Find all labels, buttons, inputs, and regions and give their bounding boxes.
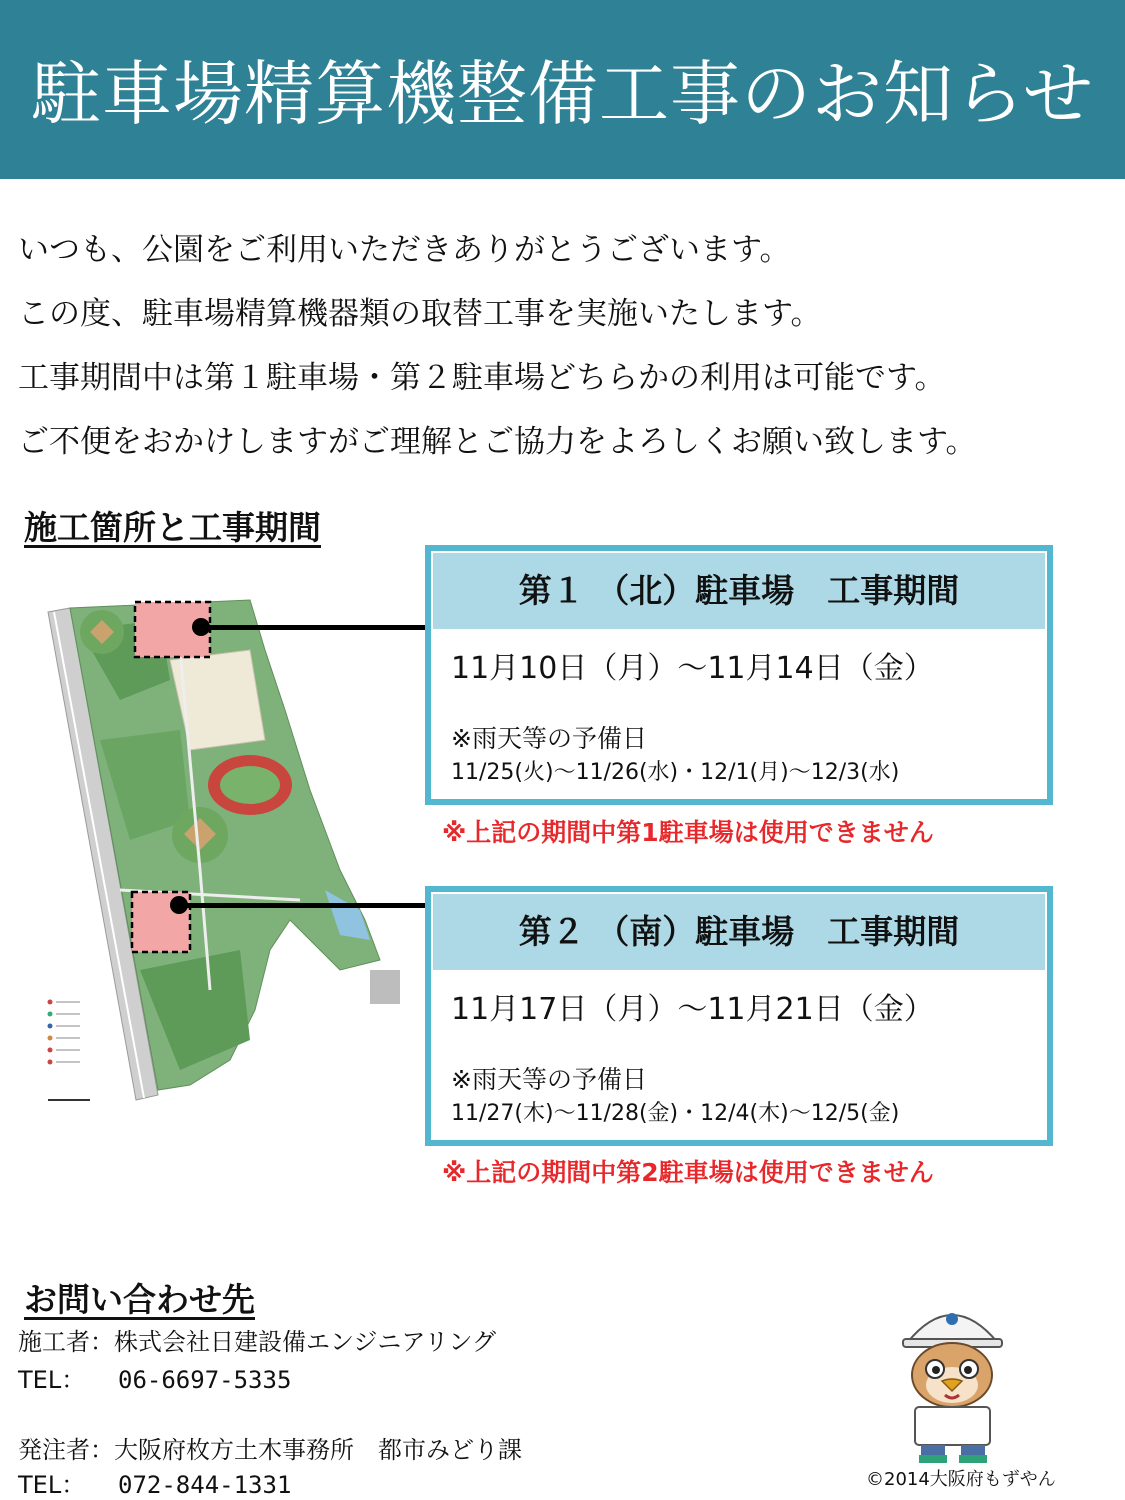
lot1-reserve-label: ※雨天等の予備日 [451, 724, 647, 753]
north-lot-connector [200, 625, 428, 630]
lot1-reserve-dates: 11/25(火)～11/26(水)・12/1(月)～12/3(水) [451, 760, 900, 785]
client-tel: 072-844-1331 [118, 1471, 292, 1499]
page-title: 駐車場精算機整備工事のお知らせ [31, 53, 1094, 135]
lot2-warning: ※上記の期間中第2駐車場は使用できません [442, 1158, 934, 1187]
park-map [40, 590, 420, 1110]
title-band [0, 0, 1125, 179]
south-lot-connector [178, 903, 428, 908]
lot2-title: 第２ （南）駐車場 工事期間 [433, 894, 1045, 970]
contractor-label: 施工者： [18, 1328, 114, 1356]
client-line [18, 1430, 522, 1465]
contractor-line [18, 1322, 496, 1357]
contractor-tel: 06-6697-5335 [118, 1366, 292, 1394]
lot2-period: 11月17日（月）～11月21日（金） [451, 992, 934, 1027]
lot2-schedule-box [425, 886, 1053, 1146]
client-label: 発注者： [18, 1436, 114, 1464]
intro-line: この度、駐車場精算機器類の取替工事を実施いたします。 [18, 296, 822, 332]
lot1-warning: ※上記の期間中第1駐車場は使用できません [442, 818, 934, 847]
intro-line: いつも、公園をご利用いただきありがとうございます。 [18, 232, 791, 268]
contractor-name: 株式会社日建設備エンジニアリング [114, 1328, 496, 1356]
lot1-period: 11月10日（月）～11月14日（金） [451, 651, 934, 686]
contractor-tel-line [18, 1360, 291, 1395]
intro-line: ご不便をおかけしますがご理解とご協力をよろしくお願い致します。 [18, 424, 977, 460]
mascot-credit: ©2014大阪府もずやん [866, 1469, 1056, 1490]
intro-text [18, 218, 1108, 474]
site-section-heading: 施工箇所と工事期間 [24, 508, 321, 547]
mascot-illustration [895, 1295, 1010, 1465]
lot2-reserve-label: ※雨天等の予備日 [451, 1065, 647, 1094]
client-tel-line [18, 1465, 291, 1500]
contractor-tel-label: TEL： [18, 1366, 86, 1394]
lot1-schedule-box [425, 545, 1053, 805]
lot1-title: 第１ （北）駐車場 工事期間 [433, 553, 1045, 629]
client-tel-label: TEL： [18, 1471, 86, 1499]
client-name: 大阪府枚方土木事務所 都市みどり課 [114, 1436, 522, 1464]
intro-line: 工事期間中は第１駐車場・第２駐車場どちらかの利用は可能です。 [18, 360, 946, 396]
lot2-reserve-dates: 11/27(木)～11/28(金)・12/4(木)～12/5(金) [451, 1101, 900, 1126]
contact-heading: お問い合わせ先 [24, 1280, 255, 1319]
